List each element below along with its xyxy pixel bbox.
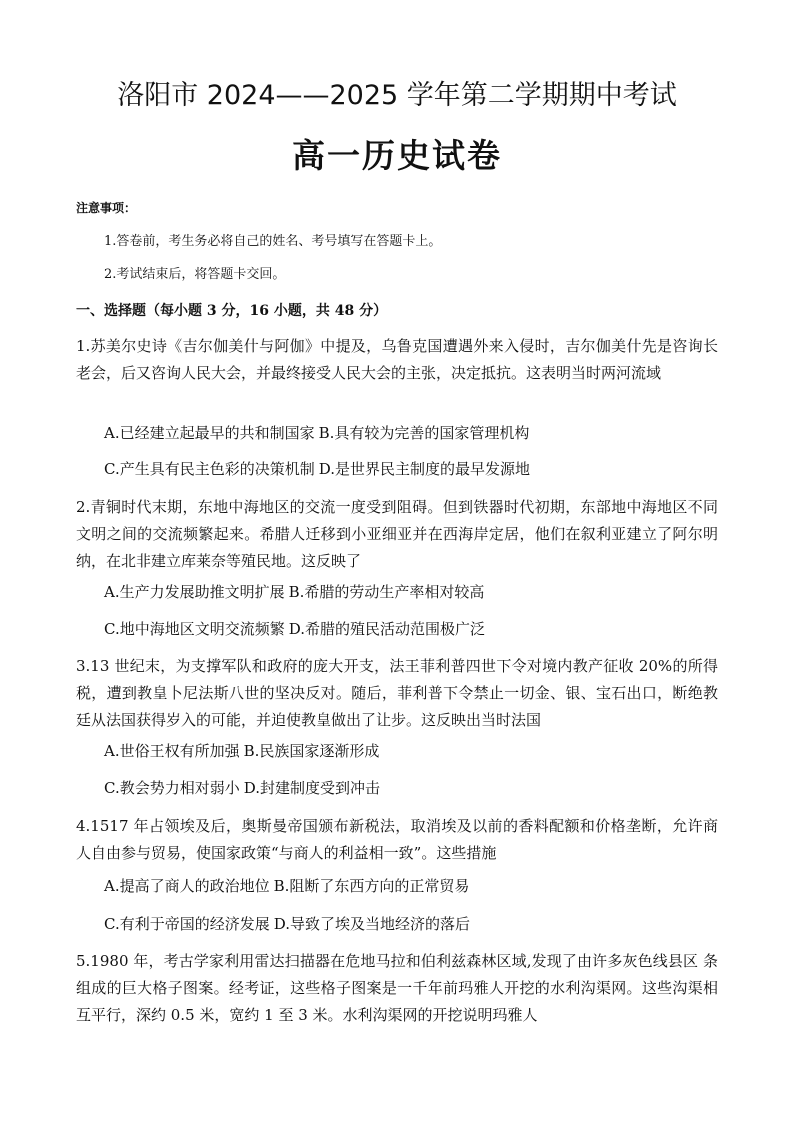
- option-d: D.希腊的殖民活动范围极广泛: [288, 620, 485, 638]
- option-a: A.世俗王权有所加强: [104, 742, 240, 760]
- question-4-stem: 4.1517 年占领埃及后，奥斯曼帝国颁布新税法，取消埃及以前的香料配额和价格垄断，允许商人自由参与贸易，使国家政策“与商人的利益相一致”。这些措施: [76, 817, 718, 862]
- question-5-stem: 5.1980 年，考古学家利用雷达扫描器在危地马拉和伯利兹森林区域,发现了由许多灰色线县区 条组成的巨大格子图案。经考证，这些格子图案是一千年前玛雅人开挖的水利沟渠网。这些沟渠相互平行，深约 0.5 米，宽约 1 至 3 米。水利沟渠网的开挖说明玛雅人: [76, 952, 718, 1024]
- option-d: D.是世界民主制度的最早发源地: [318, 460, 530, 478]
- question-3-options-row-2: [104, 777, 704, 799]
- question-2-stem: 2.青铜时代末期，东地中海地区的交流一度受到阻碍。但到铁器时代初期，东部地中海地区不同文明之间的交流频繁起来。希腊人迁移到小亚细亚并在西海岸定居，他们在叙利亚建立了阿尔明纳，在北非建立库莱奈等殖民地。这反映了: [76, 498, 718, 570]
- option-c: C.教会势力相对弱小: [104, 779, 240, 797]
- notice-item: 2.考试结束后，将答题卡交回。: [104, 267, 286, 282]
- option-c: C.地中海地区文明交流频繁: [104, 620, 285, 638]
- option-a: A.已经建立起最早的共和制国家: [104, 424, 315, 442]
- question-3-options-row-1: [104, 740, 704, 762]
- option-c: C.有利于帝国的经济发展: [104, 915, 270, 933]
- notice-heading: 注意事项：: [76, 201, 137, 215]
- option-c: C.产生具有民主色彩的决策机制: [104, 460, 315, 478]
- section-heading: 一、选择题（每小题 3 分，16 小题，共 48 分）: [76, 303, 388, 319]
- option-d: D.导致了埃及当地经济的落后: [273, 915, 470, 933]
- question-1-options-row-2: [104, 458, 704, 480]
- option-a: A.提高了商人的政治地位: [104, 877, 270, 895]
- exam-title: 洛阳市 2024——2025 学年第二学期期中考试: [117, 80, 677, 111]
- notice-item: 1.答卷前，考生务必将自己的姓名、考号填写在答题卡上。: [104, 234, 442, 249]
- question-1-options-row-1: [104, 422, 704, 444]
- option-b: B.民族国家逐渐形成: [243, 742, 380, 760]
- question-4-options-row-1: [104, 875, 704, 897]
- option-a: A.生产力发展助推文明扩展: [104, 583, 285, 601]
- question-2-options-row-2: [104, 618, 704, 640]
- option-d: D.封建制度受到冲击: [243, 779, 380, 797]
- question-4-options-row-2: [104, 913, 704, 935]
- question-3-stem: 3.13 世纪末，为支撑军队和政府的庞大开支，法王菲利普四世下令对境内教产征收 20%的所得税，遭到教皇卜尼法斯八世的坚决反对。随后，菲利普下令禁止一切金、银、宝石出口，断绝教廷从法国获得岁入的可能，并迫使教皇做出了让步。这反映出当时法国: [76, 657, 718, 729]
- question-2-options-row-1: [104, 581, 704, 603]
- paper-title: 高一历史试卷: [292, 136, 502, 175]
- option-b: B.具有较为完善的国家管理机构: [318, 424, 530, 442]
- option-b: B.希腊的劳动生产率相对较高: [288, 583, 485, 601]
- option-b: B.阻断了东西方向的正常贸易: [273, 877, 470, 895]
- question-1-stem: 1.苏美尔史诗《吉尔伽美什与阿伽》中提及，乌鲁克国遭遇外来入侵时，吉尔伽美什先是咨询长老会，后又咨询人民大会，并最终接受人民大会的主张，决定抵抗。这表明当时两河流域: [76, 337, 718, 382]
